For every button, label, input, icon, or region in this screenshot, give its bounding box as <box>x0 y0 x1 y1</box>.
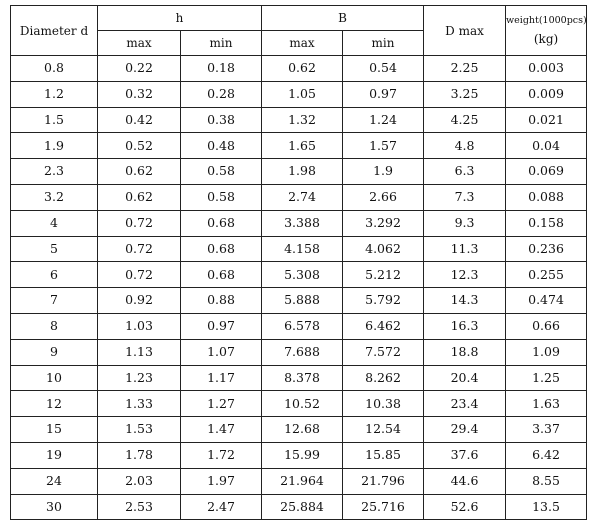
b-max-cell: 10.52 <box>262 391 343 417</box>
d-max-cell: 16.3 <box>424 313 506 339</box>
table-row <box>11 468 587 494</box>
d-max-cell: 6.3 <box>424 159 506 185</box>
b-max-cell: 25.884 <box>262 494 343 520</box>
d-max-cell: 3.25 <box>424 81 506 107</box>
b-max-cell: 21.964 <box>262 468 343 494</box>
table-row <box>11 107 587 133</box>
b-max-cell: 1.98 <box>262 159 343 185</box>
h-max-cell: 1.13 <box>98 339 181 365</box>
weight-cell: 0.236 <box>506 236 587 262</box>
h-min-cell: 0.28 <box>181 81 262 107</box>
table-body <box>11 56 587 520</box>
table-header <box>11 6 587 56</box>
table-row <box>11 442 587 468</box>
b-min-header: min <box>343 31 424 56</box>
table-row <box>11 391 587 417</box>
table-row <box>11 417 587 443</box>
h-max-cell: 1.03 <box>98 313 181 339</box>
h-max-cell: 1.23 <box>98 365 181 391</box>
b-min-cell: 12.54 <box>343 417 424 443</box>
b-max-cell: 8.378 <box>262 365 343 391</box>
h-max-cell: 0.32 <box>98 81 181 107</box>
diameter-cell: 30 <box>11 494 98 520</box>
diameter-header: Diameter d <box>11 6 98 56</box>
b-min-cell: 4.062 <box>343 236 424 262</box>
b-min-cell: 1.24 <box>343 107 424 133</box>
h-max-cell: 0.62 <box>98 184 181 210</box>
b-max-cell: 1.05 <box>262 81 343 107</box>
d-max-cell: 4.25 <box>424 107 506 133</box>
h-header: h <box>98 6 262 31</box>
weight-cell: 0.021 <box>506 107 587 133</box>
weight-header <box>506 6 587 56</box>
h-min-cell: 0.38 <box>181 107 262 133</box>
b-min-cell: 7.572 <box>343 339 424 365</box>
h-max-cell: 0.72 <box>98 262 181 288</box>
d-max-cell: 7.3 <box>424 184 506 210</box>
weight-cell: 0.088 <box>506 184 587 210</box>
weight-cell: 13.5 <box>506 494 587 520</box>
diameter-cell: 15 <box>11 417 98 443</box>
weight-cell: 6.42 <box>506 442 587 468</box>
h-min-cell: 0.68 <box>181 210 262 236</box>
b-min-cell: 0.54 <box>343 56 424 82</box>
b-header: B <box>262 6 424 31</box>
h-max-cell: 2.03 <box>98 468 181 494</box>
h-min-cell: 2.47 <box>181 494 262 520</box>
spec-table-container <box>10 5 587 520</box>
h-min-cell: 1.17 <box>181 365 262 391</box>
diameter-cell: 19 <box>11 442 98 468</box>
weight-cell: 0.04 <box>506 133 587 159</box>
table-row <box>11 184 587 210</box>
h-max-cell: 0.72 <box>98 210 181 236</box>
b-min-cell: 10.38 <box>343 391 424 417</box>
diameter-cell: 10 <box>11 365 98 391</box>
h-min-cell: 1.27 <box>181 391 262 417</box>
b-min-cell: 21.796 <box>343 468 424 494</box>
h-min-cell: 0.58 <box>181 159 262 185</box>
b-min-cell: 15.85 <box>343 442 424 468</box>
table-row <box>11 236 587 262</box>
b-max-cell: 4.158 <box>262 236 343 262</box>
weight-label: weight(1000pcs) <box>506 14 587 26</box>
h-min-cell: 0.88 <box>181 288 262 314</box>
h-min-cell: 1.47 <box>181 417 262 443</box>
table-row <box>11 81 587 107</box>
diameter-cell: 5 <box>11 236 98 262</box>
b-max-cell: 7.688 <box>262 339 343 365</box>
h-max-cell: 1.33 <box>98 391 181 417</box>
diameter-cell: 3.2 <box>11 184 98 210</box>
diameter-cell: 12 <box>11 391 98 417</box>
spec-table <box>10 5 587 520</box>
table-row <box>11 262 587 288</box>
h-min-cell: 0.18 <box>181 56 262 82</box>
d-max-cell: 11.3 <box>424 236 506 262</box>
h-min-cell: 0.48 <box>181 133 262 159</box>
b-max-cell: 1.32 <box>262 107 343 133</box>
h-min-cell: 1.07 <box>181 339 262 365</box>
diameter-cell: 9 <box>11 339 98 365</box>
diameter-cell: 0.8 <box>11 56 98 82</box>
h-min-cell: 1.72 <box>181 442 262 468</box>
d-max-cell: 14.3 <box>424 288 506 314</box>
b-max-cell: 0.62 <box>262 56 343 82</box>
d-max-cell: 9.3 <box>424 210 506 236</box>
h-max-header: max <box>98 31 181 56</box>
d-max-cell: 4.8 <box>424 133 506 159</box>
h-max-cell: 0.22 <box>98 56 181 82</box>
b-max-cell: 2.74 <box>262 184 343 210</box>
b-max-cell: 5.888 <box>262 288 343 314</box>
h-max-cell: 0.42 <box>98 107 181 133</box>
weight-cell: 0.069 <box>506 159 587 185</box>
weight-cell: 0.474 <box>506 288 587 314</box>
b-min-cell: 0.97 <box>343 81 424 107</box>
b-min-cell: 5.792 <box>343 288 424 314</box>
d-max-cell: 23.4 <box>424 391 506 417</box>
header-row <box>11 6 587 31</box>
diameter-cell: 1.5 <box>11 107 98 133</box>
d-max-cell: 20.4 <box>424 365 506 391</box>
weight-cell: 3.37 <box>506 417 587 443</box>
table-row <box>11 56 587 82</box>
table-row <box>11 365 587 391</box>
b-max-cell: 15.99 <box>262 442 343 468</box>
b-min-cell: 25.716 <box>343 494 424 520</box>
b-max-cell: 6.578 <box>262 313 343 339</box>
b-min-cell: 3.292 <box>343 210 424 236</box>
b-max-cell: 3.388 <box>262 210 343 236</box>
b-min-cell: 1.9 <box>343 159 424 185</box>
h-max-cell: 0.92 <box>98 288 181 314</box>
diameter-cell: 24 <box>11 468 98 494</box>
d-max-cell: 52.6 <box>424 494 506 520</box>
table-row <box>11 159 587 185</box>
h-min-cell: 0.58 <box>181 184 262 210</box>
table-row <box>11 339 587 365</box>
h-max-cell: 1.53 <box>98 417 181 443</box>
diameter-cell: 6 <box>11 262 98 288</box>
weight-cell: 1.25 <box>506 365 587 391</box>
d-max-cell: 18.8 <box>424 339 506 365</box>
table-row <box>11 210 587 236</box>
d-max-cell: 2.25 <box>424 56 506 82</box>
d-max-cell: 37.6 <box>424 442 506 468</box>
diameter-cell: 8 <box>11 313 98 339</box>
h-min-header: min <box>181 31 262 56</box>
h-min-cell: 0.68 <box>181 236 262 262</box>
diameter-cell: 7 <box>11 288 98 314</box>
b-max-header: max <box>262 31 343 56</box>
b-max-cell: 12.68 <box>262 417 343 443</box>
b-max-cell: 5.308 <box>262 262 343 288</box>
weight-unit: (kg) <box>533 32 559 47</box>
h-max-cell: 0.62 <box>98 159 181 185</box>
h-min-cell: 1.97 <box>181 468 262 494</box>
weight-cell: 0.66 <box>506 313 587 339</box>
h-max-cell: 1.78 <box>98 442 181 468</box>
table-row <box>11 494 587 520</box>
b-min-cell: 6.462 <box>343 313 424 339</box>
b-min-cell: 8.262 <box>343 365 424 391</box>
d-max-cell: 44.6 <box>424 468 506 494</box>
table-row <box>11 288 587 314</box>
h-max-cell: 2.53 <box>98 494 181 520</box>
b-min-cell: 2.66 <box>343 184 424 210</box>
h-min-cell: 0.97 <box>181 313 262 339</box>
weight-cell: 1.09 <box>506 339 587 365</box>
diameter-cell: 1.9 <box>11 133 98 159</box>
diameter-cell: 1.2 <box>11 81 98 107</box>
weight-cell: 0.009 <box>506 81 587 107</box>
d-max-cell: 29.4 <box>424 417 506 443</box>
d-max-cell: 12.3 <box>424 262 506 288</box>
h-max-cell: 0.72 <box>98 236 181 262</box>
weight-cell: 0.255 <box>506 262 587 288</box>
weight-cell: 0.003 <box>506 56 587 82</box>
table-row <box>11 133 587 159</box>
weight-cell: 8.55 <box>506 468 587 494</box>
table-row <box>11 313 587 339</box>
d-max-header: D max <box>424 6 506 56</box>
weight-cell: 0.158 <box>506 210 587 236</box>
b-min-cell: 1.57 <box>343 133 424 159</box>
h-max-cell: 0.52 <box>98 133 181 159</box>
b-min-cell: 5.212 <box>343 262 424 288</box>
diameter-cell: 4 <box>11 210 98 236</box>
b-max-cell: 1.65 <box>262 133 343 159</box>
diameter-cell: 2.3 <box>11 159 98 185</box>
h-min-cell: 0.68 <box>181 262 262 288</box>
weight-cell: 1.63 <box>506 391 587 417</box>
